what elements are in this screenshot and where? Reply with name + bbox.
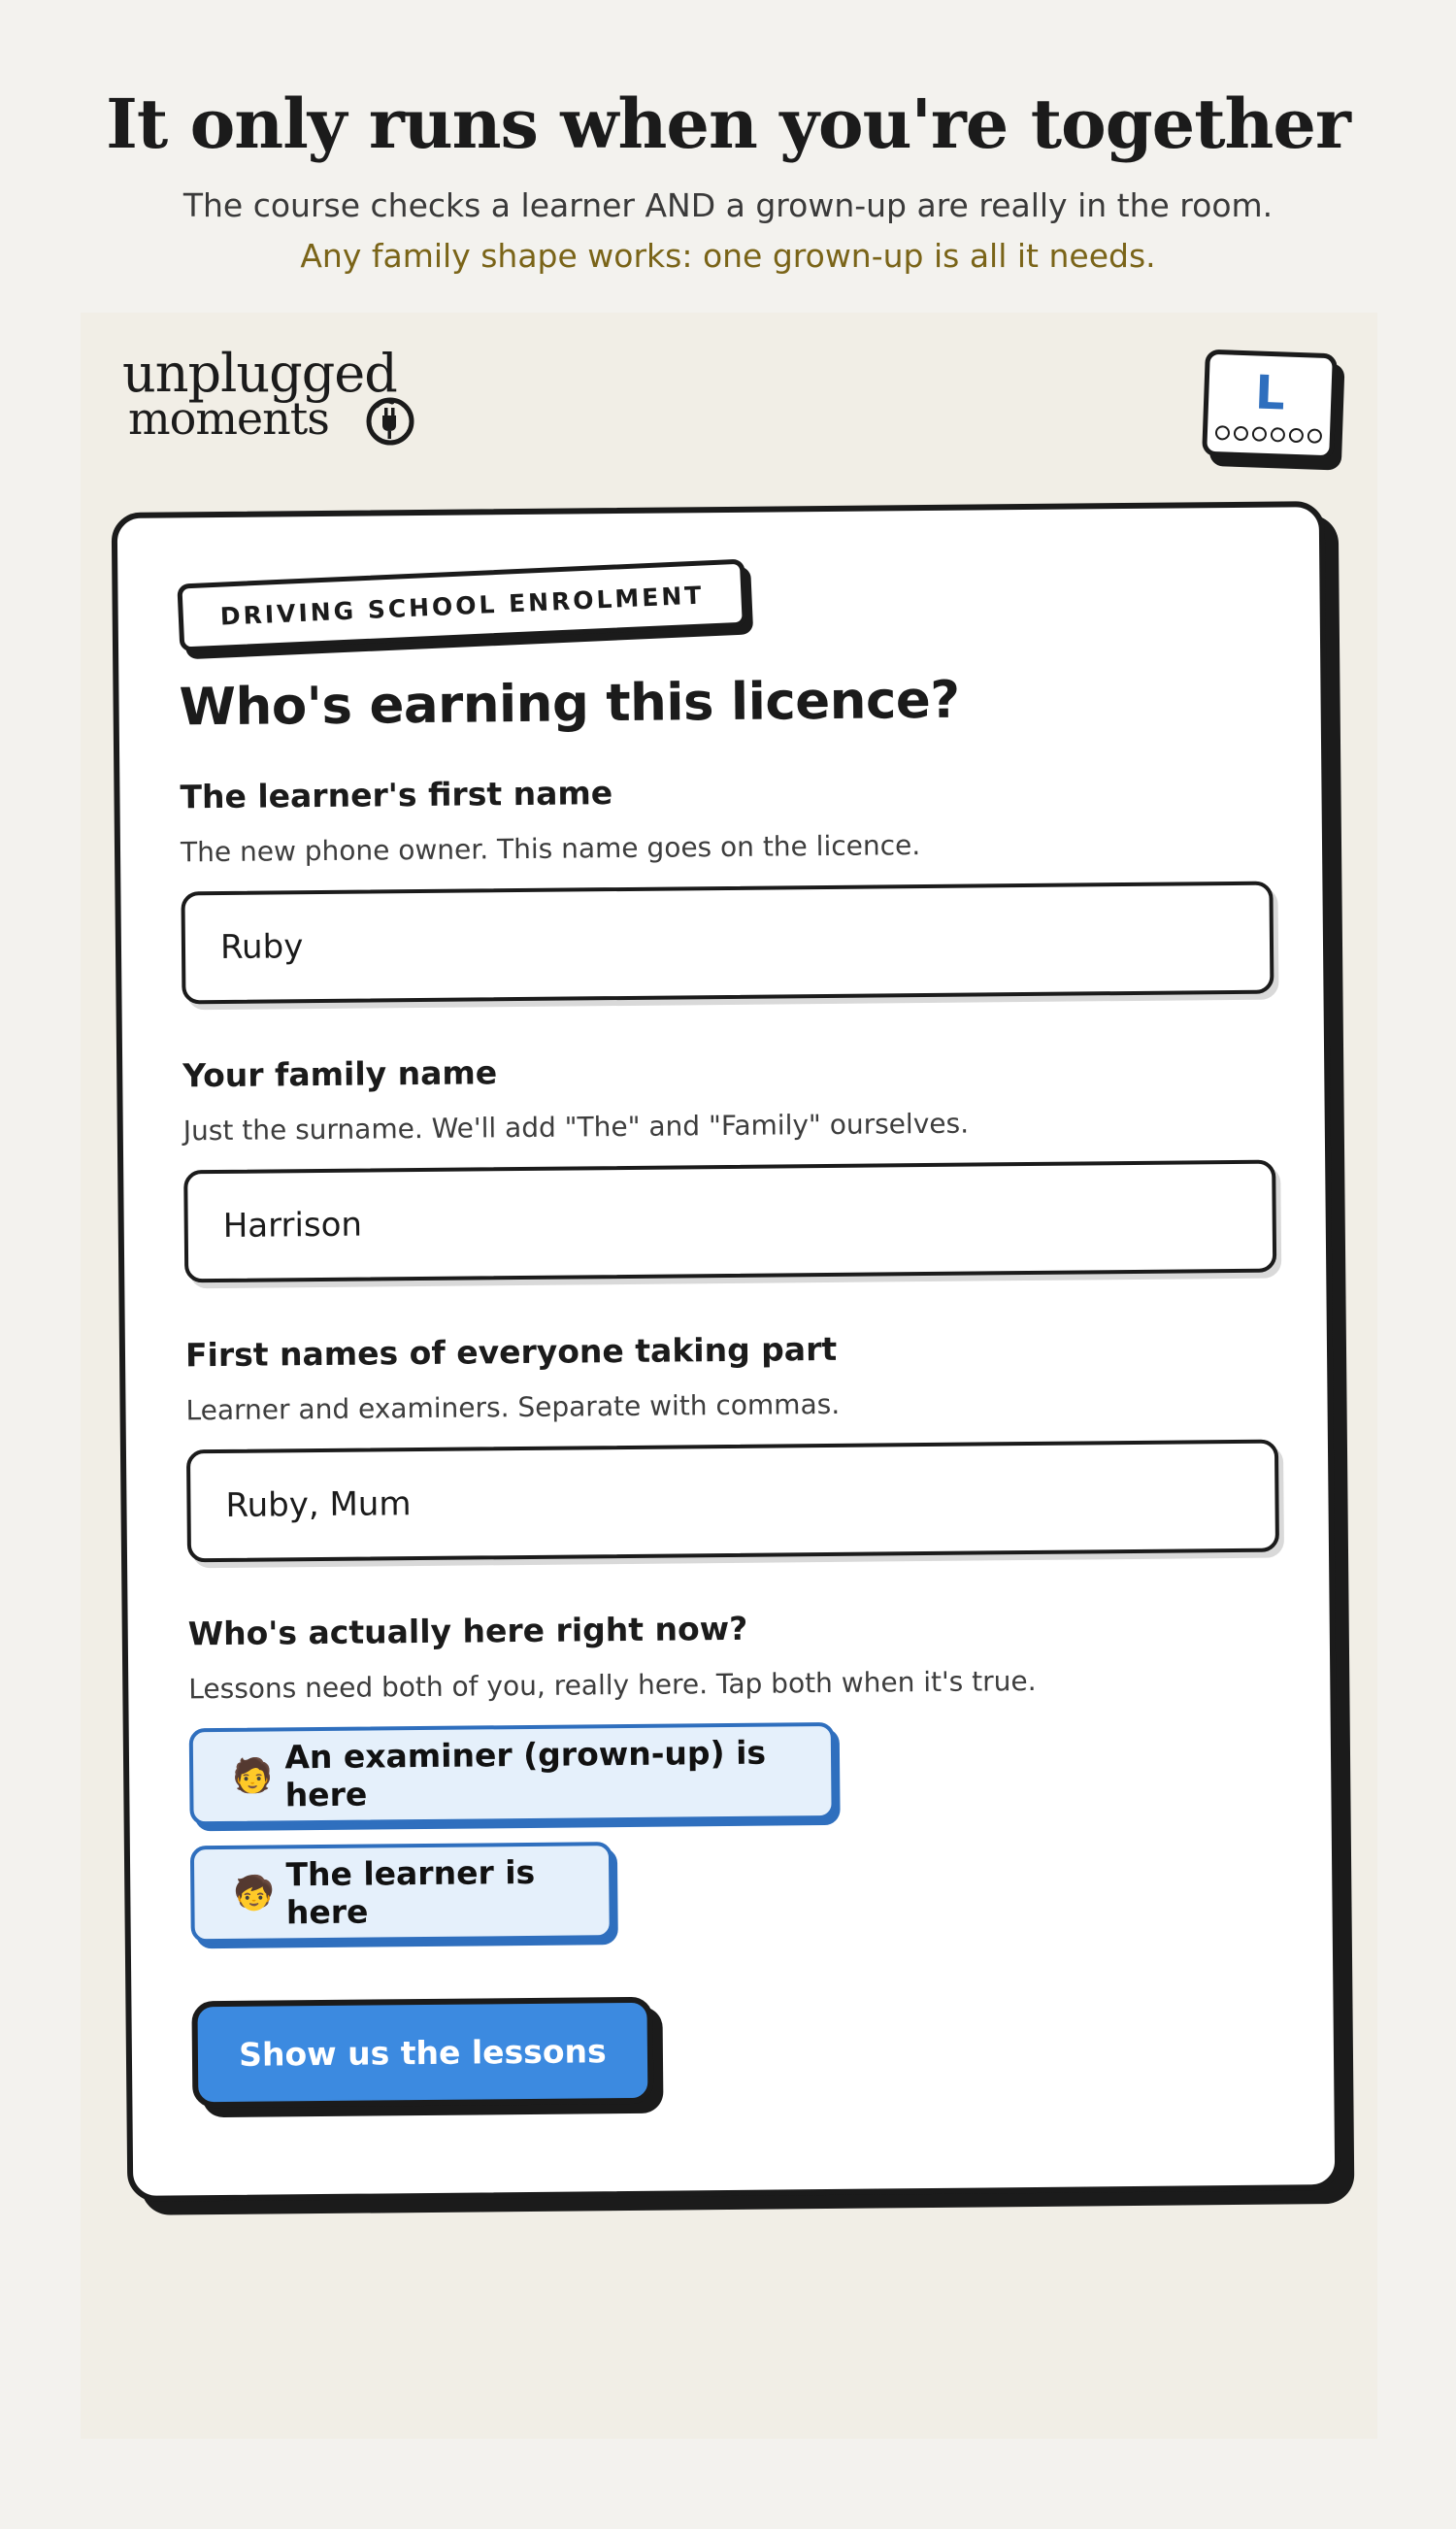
- progress-dots: [1215, 425, 1322, 444]
- progress-dot: [1252, 426, 1268, 442]
- examiner-present-toggle[interactable]: [189, 1722, 836, 1825]
- progress-dot: [1215, 425, 1231, 441]
- child-icon: 🧒: [233, 1874, 275, 1913]
- family-name-help: Just the surname. We'll add "The" and "Family" ourselves.: [182, 1107, 970, 1148]
- app-panel: [81, 313, 1377, 2439]
- participants-help: Learner and examiners. Separate with commas.: [185, 1387, 841, 1427]
- enrolment-card: [112, 501, 1341, 2202]
- progress-dot: [1289, 428, 1305, 444]
- family-name-input[interactable]: [183, 1160, 1276, 1283]
- participants-label: First names of everyone taking part: [184, 1329, 838, 1375]
- learner-present-label: The learner is here: [285, 1852, 536, 1932]
- progress-dot: [1307, 428, 1323, 444]
- brand-line-2: moments: [128, 392, 329, 445]
- learner-name-input[interactable]: [181, 882, 1274, 1005]
- show-lessons-button[interactable]: Show us the lessons: [191, 1997, 653, 2109]
- l-plate-icon: [1202, 349, 1338, 461]
- brand-line-1: unplugged: [122, 343, 397, 404]
- progress-dot: [1234, 426, 1249, 442]
- brand-logo: [122, 343, 472, 445]
- examiner-present-label: An examiner (grown-up) is here: [284, 1733, 767, 1814]
- learner-name-label: The learner's first name: [180, 774, 613, 816]
- unplugged-plug-icon: [363, 394, 417, 449]
- grown-up-icon: 🧑: [231, 1756, 274, 1796]
- l-plate-letter: L: [1254, 365, 1286, 421]
- enrolment-badge: DRIVING SCHOOL ENROLMENT: [177, 559, 746, 652]
- presence-help: Lessons need both of you, really here. Tap both when it's true.: [188, 1664, 1037, 1706]
- participants-input[interactable]: [186, 1440, 1279, 1563]
- presence-label: Who's actually here right now?: [187, 1609, 748, 1653]
- family-name-label: Your family name: [182, 1053, 498, 1095]
- page-note: Any family shape works: one grown-up is all it needs.: [300, 237, 1156, 275]
- form-heading: Who's earning this licence?: [179, 670, 960, 738]
- learner-name-help: The new phone owner. This name goes on the licence.: [180, 829, 921, 869]
- learner-present-toggle[interactable]: [190, 1842, 613, 1943]
- page-title: It only runs when you're together: [106, 83, 1350, 164]
- progress-dot: [1271, 427, 1286, 443]
- page-subtitle: The course checks a learner AND a grown-up are really in the room.: [182, 186, 1274, 224]
